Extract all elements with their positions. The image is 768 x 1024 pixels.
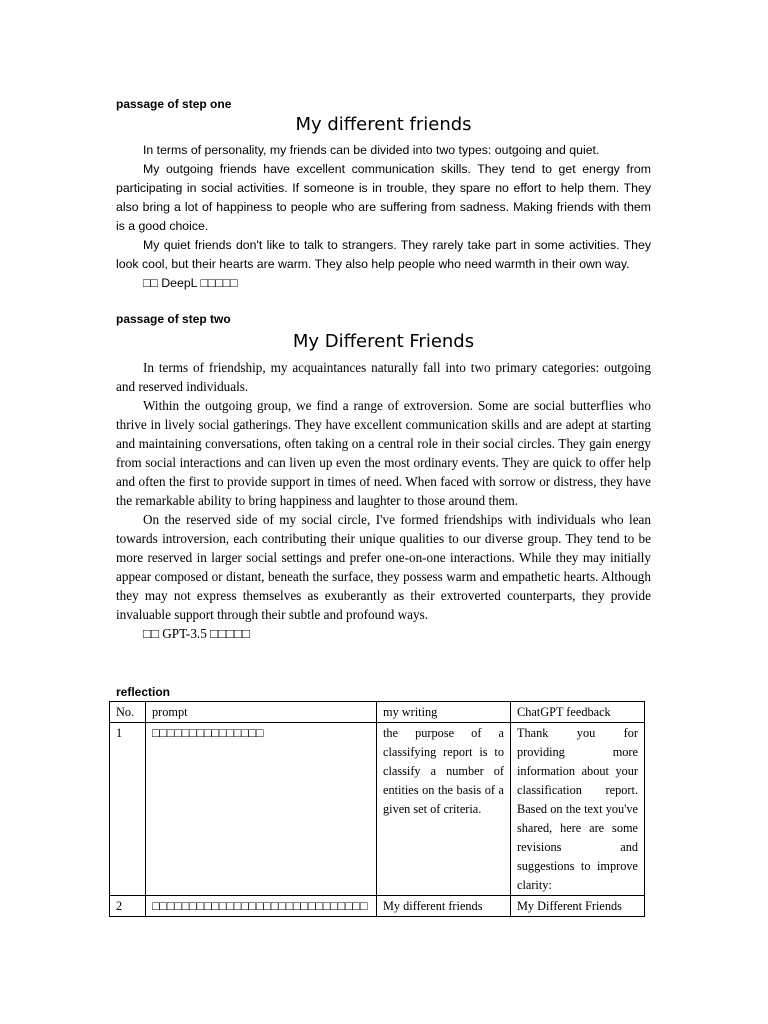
cell-no: 1 [110,723,146,896]
step-one-paragraph: In terms of personality, my friends can be divided into two types: outgoing and quiet. [143,143,600,157]
step-one-section [116,96,651,293]
cell-prompt: □□□□□□□□□□□□□□□ [146,723,377,896]
cell-my-writing: My different friends [377,896,511,917]
reflection-table [109,701,645,917]
step-two-title: My Different Friends [292,331,475,352]
header-cell-feedback: ChatGPT feedback [511,702,645,723]
step-one-paragraph: My quiet friends don't like to talk to strangers. They rarely take part in some activities. They look cool, but their hearts are warm. They also help people who need warmth in their own way. [116,238,651,271]
cell-prompt: □□□□□□□□□□□□□□□□□□□□□□□□□□□□□ [146,896,377,917]
header-cell-prompt: prompt [146,702,377,723]
table-row [110,896,645,917]
header-cell-no: No. [110,702,146,723]
cell-no: 2 [110,896,146,917]
step-one-paragraph: My outgoing friends have excellent communication skills. They tend to get energy from participating in social activities. If someone is in trouble, they spare no effort to help them. They also bring a lot of happiness to people who are suffering from sadness. Making friends with them is a good choice. [116,162,651,233]
step-two-paragraph: In terms of friendship, my acquaintances naturally fall into two primary categories: outgoing and reserved individuals. [116,360,651,394]
step-two-label: passage of step two [116,312,231,326]
reflection-label: reflection [116,685,171,699]
step-one-title: My different friends [295,114,472,135]
table-row [110,723,645,896]
header-cell-my-writing: my writing [377,702,511,723]
step-two-note: □□ GPT-3.5 □□□□□ [143,626,250,641]
table-header-row [110,702,645,723]
cell-feedback: My Different Friends [511,896,645,917]
document-page [116,96,651,643]
step-one-label: passage of step one [116,97,232,111]
step-two-paragraph: On the reserved side of my social circle, I've formed friendships with individuals who lean towards introversion, each contributing their unique qualities to our diverse group. They tend to be more reserved in larger social settings and prefer one-on-one interactions. While they may initially appear composed or distant, beneath the surface, they possess warm and empathetic hearts. Although they may not express themselves as exuberantly as their extroverted counterparts, they provide invaluable support through their subtle and profound ways. [116,512,651,622]
cell-feedback: Thank you for providing more information about your classification report. Based on the text you've shared, here are some revisions and suggestions to improve clarity: [511,723,645,896]
step-one-note: □□ DeepL □□□□□ [143,276,238,290]
step-two-paragraph: Within the outgoing group, we find a range of extroversion. Some are social butterflies who thrive in lively social gatherings. They have excellent communication skills and are adept at starting and maintaining conversations, often taking on a central role in their social circles. They gain energy from social interactions and can liven up even the most ordinary events. They are quick to offer help and often the first to provide support in times of need. When faced with sorrow or distress, they have the remarkable ability to bring happiness and laughter to those around them. [116,398,651,508]
cell-my-writing: the purpose of a classifying report is to classify a number of entities on the basis of a given set of criteria. [377,723,511,896]
step-two-section [116,311,651,643]
